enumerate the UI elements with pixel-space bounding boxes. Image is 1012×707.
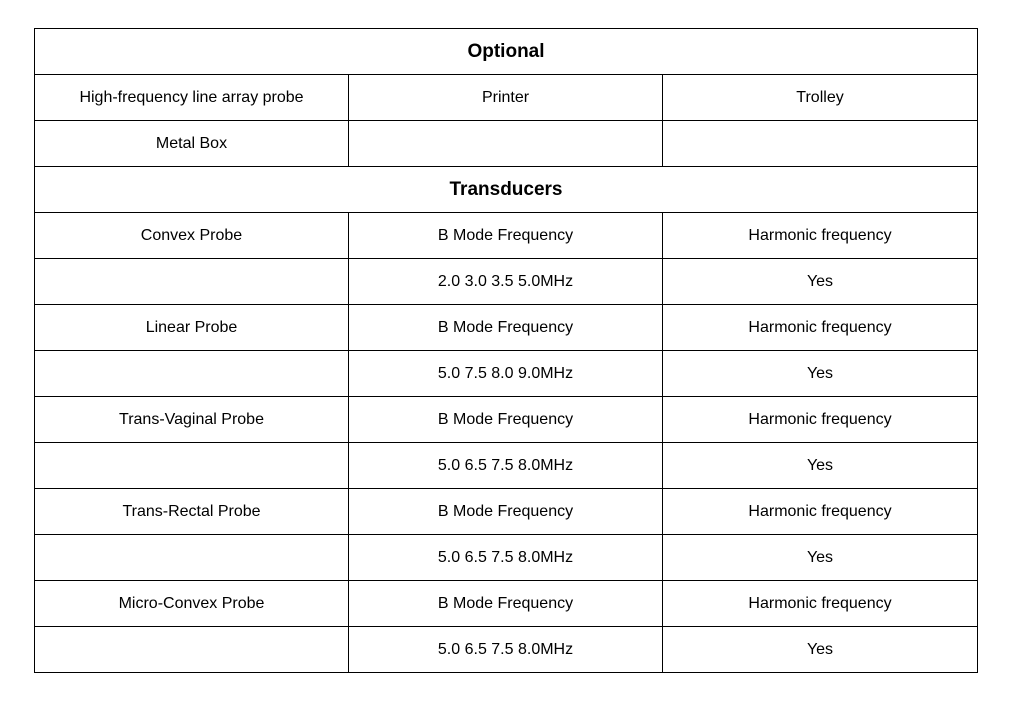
probe-value-row (35, 443, 978, 489)
probe-name: Trans-Vaginal Probe (35, 397, 349, 443)
probe-label-row (35, 305, 978, 351)
probe-name: Micro-Convex Probe (35, 581, 349, 627)
b-mode-value: 5.0 7.5 8.0 9.0MHz (349, 351, 663, 397)
b-mode-value: 5.0 6.5 7.5 8.0MHz (349, 535, 663, 581)
b-mode-label: B Mode Frequency (349, 213, 663, 259)
harmonic-label: Harmonic frequency (663, 305, 978, 351)
harmonic-value: Yes (663, 259, 978, 305)
b-mode-value: 5.0 6.5 7.5 8.0MHz (349, 443, 663, 489)
transducers-heading: Transducers (35, 167, 978, 213)
harmonic-value: Yes (663, 627, 978, 673)
optional-item: Trolley (663, 75, 978, 121)
probe-name: Convex Probe (35, 213, 349, 259)
b-mode-label: B Mode Frequency (349, 581, 663, 627)
empty-cell (35, 351, 349, 397)
spec-table (34, 28, 978, 673)
b-mode-label: B Mode Frequency (349, 489, 663, 535)
optional-heading-row (35, 29, 978, 75)
harmonic-value: Yes (663, 351, 978, 397)
probe-value-row (35, 351, 978, 397)
b-mode-label: B Mode Frequency (349, 305, 663, 351)
harmonic-label: Harmonic frequency (663, 581, 978, 627)
optional-item (349, 121, 663, 167)
transducers-heading-row (35, 167, 978, 213)
harmonic-value: Yes (663, 443, 978, 489)
b-mode-value: 2.0 3.0 3.5 5.0MHz (349, 259, 663, 305)
probe-value-row (35, 535, 978, 581)
optional-item (663, 121, 978, 167)
probe-value-row (35, 259, 978, 305)
b-mode-value: 5.0 6.5 7.5 8.0MHz (349, 627, 663, 673)
optional-item: Metal Box (35, 121, 349, 167)
optional-row (35, 75, 978, 121)
empty-cell (35, 627, 349, 673)
b-mode-label: B Mode Frequency (349, 397, 663, 443)
probe-label-row (35, 213, 978, 259)
harmonic-label: Harmonic frequency (663, 397, 978, 443)
empty-cell (35, 259, 349, 305)
harmonic-label: Harmonic frequency (663, 213, 978, 259)
optional-item: Printer (349, 75, 663, 121)
optional-row (35, 121, 978, 167)
empty-cell (35, 535, 349, 581)
probe-label-row (35, 489, 978, 535)
probe-name: Linear Probe (35, 305, 349, 351)
optional-heading: Optional (35, 29, 978, 75)
probe-label-row (35, 397, 978, 443)
probe-value-row (35, 627, 978, 673)
probe-label-row (35, 581, 978, 627)
optional-item: High-frequency line array probe (35, 75, 349, 121)
harmonic-label: Harmonic frequency (663, 489, 978, 535)
empty-cell (35, 443, 349, 489)
probe-name: Trans-Rectal Probe (35, 489, 349, 535)
harmonic-value: Yes (663, 535, 978, 581)
